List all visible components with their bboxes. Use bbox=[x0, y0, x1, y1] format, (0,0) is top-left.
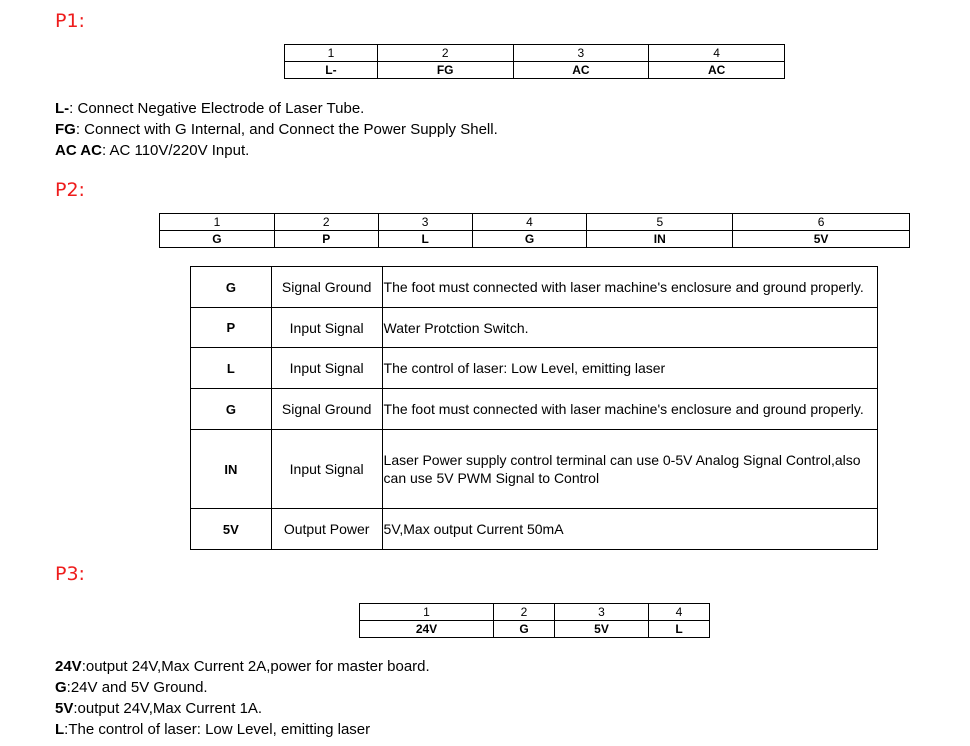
signal-type: Signal Ground bbox=[271, 267, 382, 308]
pin-name: AC bbox=[513, 62, 649, 79]
signal-type: Input Signal bbox=[271, 430, 382, 509]
pin-name-row bbox=[360, 621, 710, 638]
note-label: L bbox=[55, 721, 65, 738]
signal-pin: G bbox=[191, 389, 272, 430]
pin-number: 1 bbox=[285, 45, 378, 62]
pin-name: 5V bbox=[733, 231, 910, 248]
pin-number: 2 bbox=[274, 214, 378, 231]
pin-name: L- bbox=[285, 62, 378, 79]
signal-row bbox=[191, 348, 878, 389]
pin-name: G bbox=[472, 231, 587, 248]
p1-notes bbox=[55, 98, 498, 161]
pin-name: P bbox=[274, 231, 378, 248]
p2-signal-table bbox=[190, 266, 878, 550]
p1-heading: P1: bbox=[55, 10, 85, 32]
pin-number: 2 bbox=[377, 45, 513, 62]
note-line bbox=[55, 656, 430, 677]
p2-heading: P2: bbox=[55, 179, 85, 201]
signal-row bbox=[191, 389, 878, 430]
p1-pin-table bbox=[284, 44, 785, 79]
pin-name-row bbox=[160, 231, 910, 248]
pin-number: 6 bbox=[733, 214, 910, 231]
note-label: AC AC bbox=[55, 142, 102, 159]
signal-pin: 5V bbox=[191, 509, 272, 550]
p3-pin-table bbox=[359, 603, 710, 638]
signal-type: Input Signal bbox=[271, 308, 382, 348]
pin-name: 5V bbox=[555, 621, 649, 638]
signal-desc: Water Protction Switch. bbox=[382, 308, 877, 348]
signal-desc: The foot must connected with laser machine's enclosure and ground properly. bbox=[382, 389, 877, 430]
signal-pin: P bbox=[191, 308, 272, 348]
pin-name: L bbox=[378, 231, 472, 248]
pin-number: 1 bbox=[360, 604, 494, 621]
note-text: :output 24V,Max Current 1A. bbox=[73, 700, 263, 717]
pin-number: 4 bbox=[649, 45, 785, 62]
p2-pin-table bbox=[159, 213, 910, 248]
signal-row bbox=[191, 430, 878, 509]
signal-type: Output Power bbox=[271, 509, 382, 550]
note-line bbox=[55, 119, 498, 140]
pin-number-row bbox=[160, 214, 910, 231]
signal-row bbox=[191, 308, 878, 348]
pin-name-row bbox=[285, 62, 785, 79]
signal-row bbox=[191, 267, 878, 308]
note-line bbox=[55, 98, 498, 119]
signal-pin: IN bbox=[191, 430, 272, 509]
pin-number: 5 bbox=[587, 214, 733, 231]
pin-name: G bbox=[494, 621, 555, 638]
pin-number: 1 bbox=[160, 214, 275, 231]
signal-desc: 5V,Max output Current 50mA bbox=[382, 509, 877, 550]
pin-number: 2 bbox=[494, 604, 555, 621]
note-label: L- bbox=[55, 100, 70, 117]
signal-pin: G bbox=[191, 267, 272, 308]
signal-desc: Laser Power supply control terminal can use 0-5V Analog Signal Control,also can use 5V PWM Signal to Control bbox=[382, 430, 877, 509]
note-label: FG bbox=[55, 121, 76, 138]
signal-row bbox=[191, 509, 878, 550]
pin-number: 4 bbox=[649, 604, 710, 621]
note-text: :output 24V,Max Current 2A,power for master board. bbox=[81, 658, 430, 675]
note-label: 24V bbox=[55, 658, 82, 675]
note-label: G bbox=[55, 679, 67, 696]
note-line bbox=[55, 698, 430, 719]
note-text: : Connect Negative Electrode of Laser Tube. bbox=[69, 100, 365, 117]
pin-name: IN bbox=[587, 231, 733, 248]
signal-type: Input Signal bbox=[271, 348, 382, 389]
pin-name: L bbox=[649, 621, 710, 638]
pin-name: 24V bbox=[360, 621, 494, 638]
note-line bbox=[55, 719, 430, 740]
signal-type: Signal Ground bbox=[271, 389, 382, 430]
pin-number-row bbox=[285, 45, 785, 62]
p3-notes bbox=[55, 656, 430, 740]
note-text: :24V and 5V Ground. bbox=[66, 679, 208, 696]
note-text: : Connect with G Internal, and Connect the Power Supply Shell. bbox=[75, 121, 498, 138]
pin-number: 3 bbox=[513, 45, 649, 62]
pin-number: 3 bbox=[555, 604, 649, 621]
note-text: : AC 110V/220V Input. bbox=[101, 142, 250, 159]
note-text: :The control of laser: Low Level, emitting laser bbox=[64, 721, 371, 738]
pin-name: FG bbox=[377, 62, 513, 79]
signal-desc: The control of laser: Low Level, emitting laser bbox=[382, 348, 877, 389]
note-line bbox=[55, 677, 430, 698]
signal-desc: The foot must connected with laser machine's enclosure and ground properly. bbox=[382, 267, 877, 308]
pin-name: G bbox=[160, 231, 275, 248]
pin-number: 4 bbox=[472, 214, 587, 231]
note-label: 5V bbox=[55, 700, 74, 717]
pin-number: 3 bbox=[378, 214, 472, 231]
note-line bbox=[55, 140, 498, 161]
pin-number-row bbox=[360, 604, 710, 621]
signal-pin: L bbox=[191, 348, 272, 389]
p3-heading: P3: bbox=[55, 563, 85, 585]
pin-name: AC bbox=[649, 62, 785, 79]
